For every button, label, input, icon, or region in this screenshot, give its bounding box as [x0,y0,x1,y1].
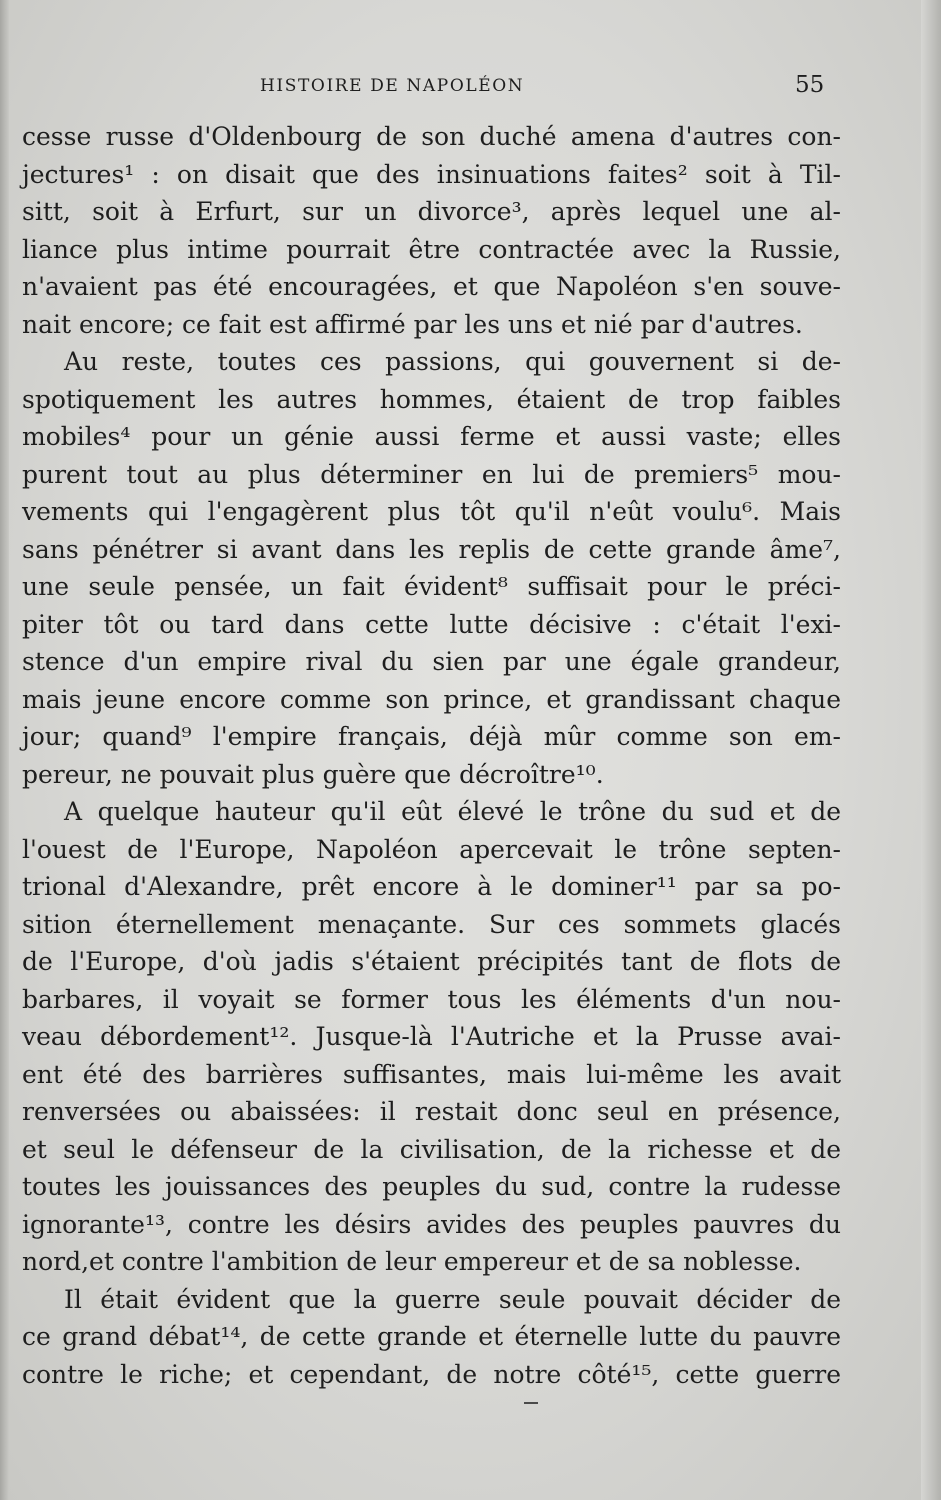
text-line: et seul le défenseur de la civilisation, de la richesse et de [22,1134,841,1164]
text-line: contre le riche; et cependant, de notre côté¹⁵, cette guerre [22,1359,841,1389]
text-line: toutes les jouissances des peuples du sud, contre la rudesse [22,1172,841,1201]
paragraph-start-line: Au reste, toutes ces passions, qui gouvernent si de- [64,347,841,376]
text-line: barbares, il voyait se former tous les éléments d'un nou- [22,984,841,1014]
text-line: sition éternellement menaçante. Sur ces sommets glacés [22,909,841,939]
text-line: mais jeune encore comme son prince, et grandissant chaque [22,684,841,714]
text-line: nord,et contre l'ambition de leur empereur et de sa noblesse. [22,1247,802,1276]
page-right-edge [921,0,941,1500]
text-line: l'ouest de l'Europe, Napoléon apercevait le trône septen- [22,834,841,864]
text-line: ce grand débat¹⁴, de cette grande et éternelle lutte du pauvre [22,1322,841,1351]
text-line: ignorante¹³, contre les désirs avides des peuples pauvres du [22,1209,841,1239]
page-number: 55 [795,72,825,98]
text-line: liance plus intime pourrait être contractée avec la Russie, [22,234,841,264]
text-line: pereur, ne pouvait plus guère que décroître¹⁰. [22,759,604,789]
text-line: ent été des barrières suffisantes, mais lui-même les avait [22,1059,841,1089]
text-line: sans pénétrer si avant dans les replis de cette grande âme⁷, [22,534,841,564]
text-line: cesse russe d'Oldenbourg de son duché amena d'autres con- [22,122,841,151]
text-line: spotiquement les autres hommes, étaient de trop faibles [22,384,841,414]
text-line: veau débordement¹². Jusque-là l'Autriche et la Prusse avai- [22,1022,841,1051]
running-title: HISTOIRE DE NAPOLÉON [260,76,525,96]
footnote-separator [524,1402,538,1404]
body-text [22,118,841,1393]
text-line: jour; quand⁹ l'empire français, déjà mûr comme son em- [22,722,841,751]
text-line: vements qui l'engagèrent plus tôt qu'il n'eût voulu⁶. Mais [22,497,841,526]
text-line: mobiles⁴ pour un génie aussi ferme et aussi vaste; elles [22,422,841,451]
text-line: n'avaient pas été encouragées, et que Napoléon s'en souve- [22,272,841,301]
paragraph-start-line: Il était évident que la guerre seule pouvait décider de [64,1284,841,1314]
text-line: stence d'un empire rival du sien par une égale grandeur, [22,647,841,676]
page-left-edge [0,0,9,1500]
text-line: de l'Europe, d'où jadis s'étaient précipités tant de flots de [22,947,841,976]
text-line: renversées ou abaissées: il restait donc seul en présence, [22,1097,841,1126]
text-line: jectures¹ : on disait que des insinuations faites² soit à Til- [22,159,841,189]
text-line: nait encore; ce fait est affirmé par les uns et nié par d'autres. [22,309,803,339]
text-line: trional d'Alexandre, prêt encore à le dominer¹¹ par sa po- [22,872,841,901]
text-line: sitt, soit à Erfurt, sur un divorce³, après lequel une al- [22,197,841,226]
paragraph-start-line: A quelque hauteur qu'il eût élevé le trône du sud et de [64,797,841,826]
text-line: purent tout au plus déterminer en lui de premiers⁵ mou- [22,459,841,489]
text-line: une seule pensée, un fait évident⁸ suffisait pour le préci- [22,572,841,601]
text-line: piter tôt ou tard dans cette lutte décisive : c'était l'exi- [22,609,841,639]
